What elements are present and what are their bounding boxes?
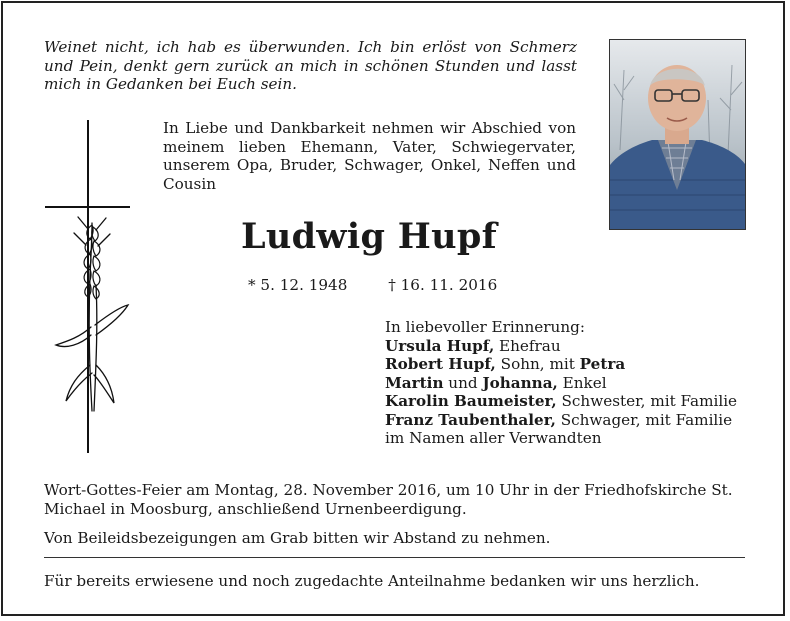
mourner-name: Franz Taubenthaler, — [385, 410, 556, 429]
mourner-relation: und — [443, 373, 483, 392]
birth-date: * 5. 12. 1948 — [248, 276, 348, 294]
memory-heading: In liebevoller Erinnerung: — [385, 318, 585, 336]
death-date: † 16. 11. 2016 — [388, 276, 498, 294]
relatives-line: im Namen aller Verwandten — [385, 429, 602, 447]
intro-text: In Liebe und Dankbarkeit nehmen wir Abschied von meinem lieben Ehemann, Vater, Schwiegervater, unserem Opa, Bruder, Schwager, Onkel, Neffen und Cousin — [163, 119, 576, 193]
portrait-photo — [609, 39, 746, 230]
mourner-name: Johanna, — [482, 373, 558, 392]
mourner-name: Petra — [579, 355, 626, 373]
mourner-line — [385, 392, 755, 411]
mourner-line — [385, 355, 755, 374]
mourner-relation: Schwester, mit Familie — [556, 392, 738, 410]
mourner-name: Martin — [385, 373, 444, 392]
condolence-text: Von Beileidsbezeigungen am Grab bitten wir Abstand zu nehmen. — [44, 529, 551, 547]
mourner-name: Karolin Baumeister, — [385, 392, 557, 410]
mourners-block — [385, 318, 755, 448]
mourner-name: Robert Hupf, — [385, 355, 496, 373]
service-text: Wort-Gottes-Feier am Montag, 28. November 2016, um 10 Uhr in der Friedhofskirche St. Michael in Moosburg, anschließend Urnenbeerdigung. — [44, 481, 733, 518]
mourner-line — [385, 337, 755, 356]
life-dates — [248, 276, 497, 295]
mourner-name: Ursula Hupf, — [385, 336, 495, 355]
poem-text: Weinet nicht, ich hab es überwunden. Ich bin erlöst von Schmerz und Pein, denkt gern zurück an mich in schönen Stunden und lasst mich in Gedanken bei Euch sein. — [44, 38, 577, 93]
wheat-icon — [52, 215, 132, 415]
mourner-relation: Schwager, mit Familie — [555, 410, 733, 429]
mourner-line — [385, 411, 755, 430]
thanks-text: Für bereits erwiesene und noch zugedachte Anteilnahme bedanken wir uns herzlich. — [44, 572, 700, 590]
mourner-line — [385, 374, 755, 393]
cross-horizontal-bar — [45, 206, 130, 208]
mourner-relation: Enkel — [557, 373, 607, 392]
mourner-relation: Sohn, mit — [495, 355, 580, 373]
mourner-relation: Ehefrau — [494, 336, 561, 355]
deceased-name: Ludwig Hupf — [241, 216, 497, 257]
portrait-illustration — [610, 40, 745, 229]
divider — [44, 557, 745, 558]
